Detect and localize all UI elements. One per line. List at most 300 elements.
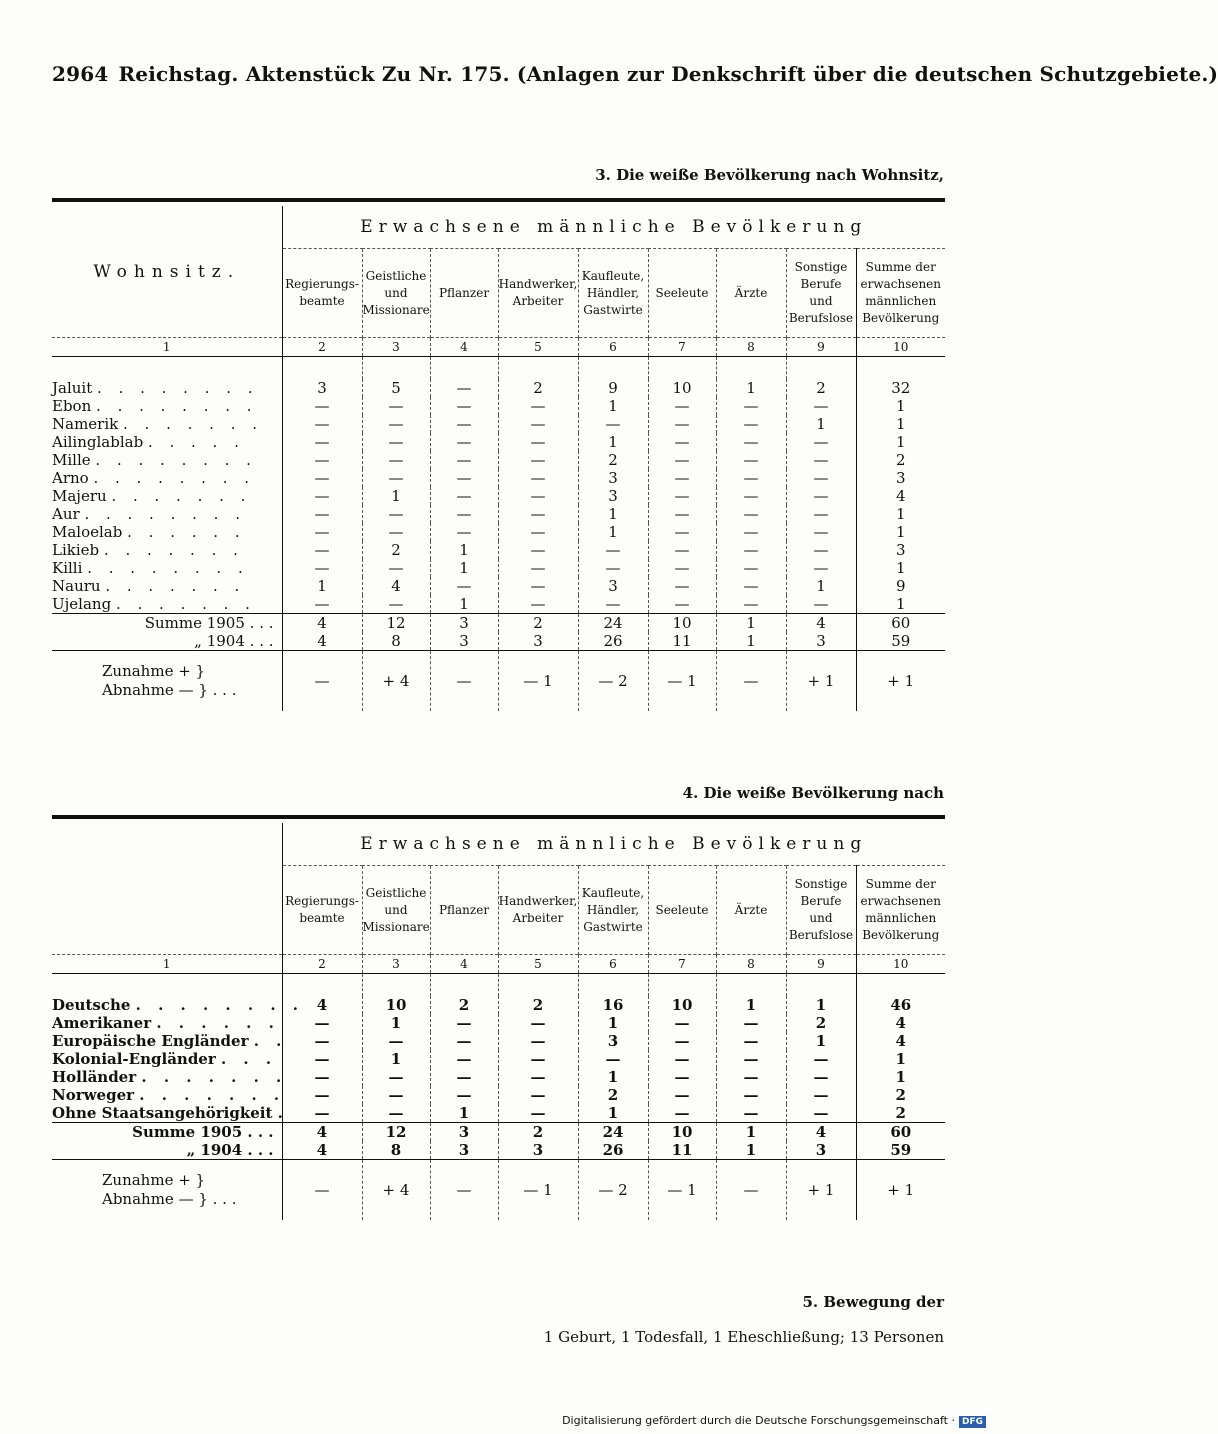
table-cell: — <box>716 469 786 487</box>
page-number: 2964 <box>52 62 109 86</box>
table-cell: — <box>716 523 786 541</box>
leader-dots: . . . . . . . . <box>95 451 257 469</box>
table-cell: 1 <box>430 559 498 577</box>
table-cell: 3 <box>578 487 648 505</box>
column-number: 10 <box>856 955 945 974</box>
table-cell: 1 <box>362 1050 430 1068</box>
table-cell: — <box>716 1032 786 1050</box>
column-number: 9 <box>786 955 856 974</box>
column-header: Sonstige Berufe und Berufslose <box>786 249 856 338</box>
table-cell: 2 <box>578 451 648 469</box>
table-cell: — <box>362 433 430 451</box>
column-header: Pflanzer <box>430 866 498 955</box>
column-header: Seeleute <box>648 866 716 955</box>
table-cell: 1 <box>856 559 945 577</box>
table-cell: — <box>648 451 716 469</box>
table-cell: — <box>578 1050 648 1068</box>
leader-dots: . . . . . . . . <box>135 996 304 1014</box>
table-cell: — <box>716 1104 786 1123</box>
column-numbers <box>52 955 945 974</box>
sum-cell: 2 <box>498 614 578 633</box>
sum-cell: 12 <box>362 614 430 633</box>
column-number: 10 <box>856 338 945 357</box>
table-cell: 1 <box>856 415 945 433</box>
change-cell: — 1 <box>648 651 716 712</box>
column-numbers <box>52 338 945 357</box>
column-number: 3 <box>362 338 430 357</box>
change-cell: — 2 <box>578 1160 648 1221</box>
sum-row <box>52 1123 945 1142</box>
table-cell: — <box>578 541 648 559</box>
column-number: 2 <box>282 955 362 974</box>
decrease-label: Abnahme — } . . . <box>102 1190 237 1208</box>
column-number: 1 <box>52 955 282 974</box>
table-cell: — <box>498 1104 578 1123</box>
table-row <box>52 1086 945 1104</box>
sum-cell: 1 <box>716 614 786 633</box>
table-cell: — <box>648 487 716 505</box>
table-cell: 9 <box>578 379 648 397</box>
leader-dots: . . <box>253 1032 288 1050</box>
leader-dots: . . . . . . . <box>115 595 256 613</box>
sum-cell: 4 <box>786 1123 856 1142</box>
table-cell: — <box>282 595 362 614</box>
table-cell: — <box>786 559 856 577</box>
table-cell: — <box>282 469 362 487</box>
section-3-title: 3. Die weiße Bevölkerung nach Wohnsitz, <box>595 166 944 184</box>
leader-dots: . . . . . . . <box>103 541 244 559</box>
table-cell: 1 <box>856 505 945 523</box>
table-cell: 2 <box>856 1104 945 1123</box>
table-row <box>52 1014 945 1032</box>
table-cell: — <box>716 433 786 451</box>
table-cell: — <box>648 1086 716 1104</box>
row-name: Maloelab <box>52 523 123 541</box>
sum-label: „ 1904 . . . <box>194 632 274 650</box>
row-name: Deutsche <box>52 996 131 1014</box>
sum-cell: 1 <box>716 632 786 651</box>
change-cell: — <box>716 1160 786 1221</box>
leader-dots: . . . . . . . <box>111 487 252 505</box>
table-cell: 2 <box>786 379 856 397</box>
table-cell: — <box>498 523 578 541</box>
column-number: 3 <box>362 955 430 974</box>
table-cell: — <box>498 595 578 614</box>
column-header: Ärzte <box>716 249 786 338</box>
table-cell: — <box>648 1014 716 1032</box>
table-cell: — <box>498 433 578 451</box>
change-cell: + 1 <box>786 1160 856 1221</box>
footer <box>562 1414 986 1428</box>
table-cell: 1 <box>578 433 648 451</box>
table-cell: 10 <box>362 996 430 1014</box>
table-cell: — <box>362 1104 430 1123</box>
table-cell: — <box>648 595 716 614</box>
sum-cell: 11 <box>648 1141 716 1160</box>
table-cell: — <box>282 451 362 469</box>
row-label <box>52 577 282 595</box>
table-row <box>52 505 945 523</box>
table-cell: — <box>648 541 716 559</box>
table-cell: — <box>786 505 856 523</box>
sum-cell: 3 <box>498 632 578 651</box>
row-label <box>52 469 282 487</box>
sum-cell: 3 <box>430 1123 498 1142</box>
section-4-title: 4. Die weiße Bevölkerung nach <box>682 784 944 802</box>
column-number: 7 <box>648 338 716 357</box>
table-cell: — <box>648 415 716 433</box>
table-cell: — <box>498 469 578 487</box>
table-residence <box>52 198 945 711</box>
table-cell: 4 <box>856 1032 945 1050</box>
table-cell: — <box>430 1050 498 1068</box>
change-cell: + 1 <box>786 651 856 712</box>
column-header: Kaufleute, Händler, Gastwirte <box>578 866 648 955</box>
table-cell: 1 <box>786 415 856 433</box>
table-cell: — <box>498 1032 578 1050</box>
table-row <box>52 397 945 415</box>
change-cell: — <box>430 1160 498 1221</box>
table-cell: — <box>430 523 498 541</box>
row-label <box>52 415 282 433</box>
leader-dots: . . . . . . . . <box>93 469 256 487</box>
sum-cell: 1 <box>716 1123 786 1142</box>
table-cell: — <box>716 559 786 577</box>
leader-dots: . . . . . . . <box>139 1086 286 1104</box>
table-cell: — <box>498 451 578 469</box>
change-row <box>52 1160 945 1221</box>
sum-cell: 3 <box>430 1141 498 1160</box>
table-cell: 1 <box>578 1014 648 1032</box>
table-row <box>52 415 945 433</box>
table-cell: — <box>430 397 498 415</box>
column-number: 2 <box>282 338 362 357</box>
table-cell: 1 <box>856 1068 945 1086</box>
table-cell: — <box>716 1068 786 1086</box>
sum-cell: 60 <box>856 614 945 633</box>
table-cell: — <box>282 1104 362 1123</box>
table-cell: 3 <box>856 469 945 487</box>
table-cell: — <box>430 379 498 397</box>
column-header: Geistliche und Missionare <box>362 249 430 338</box>
table-cell: — <box>716 505 786 523</box>
column-number: 7 <box>648 955 716 974</box>
table-cell: 16 <box>578 996 648 1014</box>
table-cell: — <box>282 1068 362 1086</box>
column-header: Handwerker, Arbeiter <box>498 249 578 338</box>
column-number: 6 <box>578 955 648 974</box>
table-cell: 1 <box>856 433 945 451</box>
footer-text: Digitalisierung gefördert durch die Deutsche Forschungsgemeinschaft · <box>562 1414 955 1427</box>
table-cell: — <box>498 1014 578 1032</box>
row-name: Majeru <box>52 487 107 505</box>
row-name: Aur <box>52 505 80 523</box>
table-cell: — <box>282 1086 362 1104</box>
table-nationality <box>52 815 945 1220</box>
sum-cell: 8 <box>362 1141 430 1160</box>
table-cell: — <box>282 541 362 559</box>
sum-cell: 4 <box>282 1141 362 1160</box>
table-row <box>52 1032 945 1050</box>
table-cell: — <box>498 1050 578 1068</box>
sum-cell: 1 <box>716 1141 786 1160</box>
row-name: Kolonial-Engländer <box>52 1050 216 1068</box>
table-cell: 3 <box>856 541 945 559</box>
sum-cell: 8 <box>362 632 430 651</box>
row-label <box>52 541 282 559</box>
leader-dots: . . . . . . . . <box>97 379 259 397</box>
table-cell: — <box>362 415 430 433</box>
column-number: 5 <box>498 955 578 974</box>
change-cell: — 2 <box>578 651 648 712</box>
column-header: Regierungs- beamte <box>282 866 362 955</box>
column-header: Pflanzer <box>430 249 498 338</box>
table-cell: — <box>648 1050 716 1068</box>
table-cell: 9 <box>856 577 945 595</box>
table-cell: 1 <box>786 577 856 595</box>
table-cell: 2 <box>856 451 945 469</box>
column-header: Summe der erwachsenen männlichen Bevölkerung <box>856 249 945 338</box>
leader-dots: . . . . . . . . <box>84 505 246 523</box>
table-cell: — <box>362 505 430 523</box>
table-cell: — <box>362 397 430 415</box>
table-cell: 3 <box>282 379 362 397</box>
row-name: Mille <box>52 451 91 469</box>
table-cell: 10 <box>648 996 716 1014</box>
sum-cell: 10 <box>648 1123 716 1142</box>
table-cell: 1 <box>786 996 856 1014</box>
table-cell: 2 <box>498 996 578 1014</box>
sum-cell: 4 <box>282 632 362 651</box>
change-cell: — <box>282 1160 362 1221</box>
table-cell: 1 <box>578 505 648 523</box>
row-name: Likieb <box>52 541 100 559</box>
sum-cell: 4 <box>282 614 362 633</box>
row-label <box>52 1014 282 1032</box>
table-cell: — <box>362 1032 430 1050</box>
column-header: Kaufleute, Händler, Gastwirte <box>578 249 648 338</box>
leader-dots: . <box>277 1104 289 1122</box>
sum-cell: 11 <box>648 632 716 651</box>
table-cell: — <box>430 1032 498 1050</box>
group-header: Erwachsene männliche Bevölkerung <box>282 206 945 249</box>
table-cell: 4 <box>282 996 362 1014</box>
leader-dots: . . . . . . <box>156 1014 280 1032</box>
table-cell: — <box>430 1068 498 1086</box>
table-cell: — <box>498 487 578 505</box>
table-cell: 2 <box>578 1086 648 1104</box>
row-name: Europäische Engländer <box>52 1032 249 1050</box>
table-cell: 1 <box>856 595 945 614</box>
table-row <box>52 1050 945 1068</box>
table-row <box>52 1068 945 1086</box>
table-cell: — <box>716 1050 786 1068</box>
table-cell: — <box>648 1032 716 1050</box>
table-cell: — <box>716 1014 786 1032</box>
table-cell: — <box>648 433 716 451</box>
sum-cell: 26 <box>578 632 648 651</box>
decrease-label: Abnahme — } . . . <box>102 681 237 699</box>
column-number: 4 <box>430 338 498 357</box>
row-label <box>52 595 282 614</box>
row-label <box>52 1086 286 1104</box>
table-cell: — <box>786 469 856 487</box>
column-number: 6 <box>578 338 648 357</box>
change-label <box>52 1160 282 1221</box>
change-cell: — 1 <box>498 651 578 712</box>
leader-dots: . . . . . <box>147 433 245 451</box>
dfg-logo: DFG <box>959 1416 986 1428</box>
change-cell: — <box>282 651 362 712</box>
table-cell: — <box>648 577 716 595</box>
increase-label: Zunahme + } <box>102 1171 206 1189</box>
table-cell: — <box>430 469 498 487</box>
column-number: 8 <box>716 338 786 357</box>
sum-cell: 60 <box>856 1123 945 1142</box>
change-cell: — <box>716 651 786 712</box>
sum-cell: 3 <box>786 1141 856 1160</box>
table-cell: — <box>362 451 430 469</box>
table-cell: — <box>498 577 578 595</box>
table-cell: 1 <box>716 996 786 1014</box>
sum-cell: 59 <box>856 1141 945 1160</box>
table-row <box>52 433 945 451</box>
table-cell: — <box>282 1032 362 1050</box>
table-cell: — <box>648 505 716 523</box>
sum-cell: 12 <box>362 1123 430 1142</box>
row-label <box>52 1104 289 1123</box>
table-cell: 3 <box>578 577 648 595</box>
group-header: Erwachsene männliche Bevölkerung <box>282 823 945 866</box>
table-cell: — <box>716 451 786 469</box>
leader-dots: . . . . . . . <box>123 415 264 433</box>
table-cell: — <box>498 559 578 577</box>
row-name: Namerik <box>52 415 119 433</box>
section-5-text: 1 Geburt, 1 Todesfall, 1 Eheschließung; 13 Personen <box>543 1328 944 1346</box>
leader-dots: . . . . . . . . <box>96 397 258 415</box>
table-cell: — <box>362 559 430 577</box>
sum-cell: 3 <box>498 1141 578 1160</box>
column-number: 4 <box>430 955 498 974</box>
column-header: Summe der erwachsenen männlichen Bevölkerung <box>856 866 945 955</box>
table-cell: 2 <box>856 1086 945 1104</box>
table-row <box>52 379 945 397</box>
table-cell: 2 <box>362 541 430 559</box>
sum-cell: 3 <box>430 614 498 633</box>
sum-row <box>52 614 945 633</box>
table-cell: — <box>648 469 716 487</box>
table-cell: — <box>786 595 856 614</box>
change-cell: — <box>430 651 498 712</box>
change-label <box>52 651 282 712</box>
table-cell: — <box>362 595 430 614</box>
leader-dots: . . . . . . . . <box>87 559 249 577</box>
table-cell: — <box>430 415 498 433</box>
table-cell: 10 <box>648 379 716 397</box>
table-cell: 1 <box>282 577 362 595</box>
table-row <box>52 577 945 595</box>
table-cell: — <box>282 1050 362 1068</box>
sum-cell: 4 <box>786 614 856 633</box>
stub-label: Wohnsitz. <box>93 261 241 282</box>
table-cell: 1 <box>362 1014 430 1032</box>
table-cell: 3 <box>578 469 648 487</box>
row-label <box>52 559 282 577</box>
table-cell: 1 <box>362 487 430 505</box>
header-text: Reichstag. Aktenstück Zu Nr. 175. (Anlagen zur Denkschrift über die deutschen Schutzgebiete.) <box>118 62 1218 86</box>
change-row <box>52 651 945 712</box>
table-row <box>52 595 945 614</box>
table-cell: 5 <box>362 379 430 397</box>
sum-label: „ 1904 . . . <box>186 1141 274 1159</box>
table-cell: — <box>430 433 498 451</box>
row-label <box>52 1032 288 1050</box>
table-cell: — <box>498 505 578 523</box>
sum-cell: 26 <box>578 1141 648 1160</box>
row-name: Arno <box>52 469 89 487</box>
table-cell: — <box>648 559 716 577</box>
table-cell: — <box>362 1086 430 1104</box>
table-cell: — <box>648 397 716 415</box>
row-name: Holländer <box>52 1068 137 1086</box>
sum-row <box>52 1141 945 1160</box>
table-cell: — <box>578 415 648 433</box>
table-cell: — <box>786 1104 856 1123</box>
table-cell: 1 <box>578 1104 648 1123</box>
column-header: Handwerker, Arbeiter <box>498 866 578 955</box>
table-cell: — <box>786 487 856 505</box>
row-name: Ebon <box>52 397 92 415</box>
column-number: 8 <box>716 955 786 974</box>
table-cell: — <box>716 577 786 595</box>
table-cell: — <box>282 1014 362 1032</box>
sum-cell: 10 <box>648 614 716 633</box>
table-cell: — <box>362 523 430 541</box>
row-name: Jaluit <box>52 379 93 397</box>
table-cell: — <box>716 541 786 559</box>
sum-cell: 24 <box>578 614 648 633</box>
change-cell: — 1 <box>498 1160 578 1221</box>
row-label <box>52 397 282 415</box>
table-cell: — <box>716 1086 786 1104</box>
row-name: Amerikaner <box>52 1014 152 1032</box>
table-cell: — <box>716 595 786 614</box>
row-label <box>52 996 304 1014</box>
table-row <box>52 469 945 487</box>
table-cell: — <box>786 1050 856 1068</box>
table-cell: — <box>578 559 648 577</box>
page-header <box>52 62 1218 86</box>
sum-row <box>52 632 945 651</box>
table-cell: — <box>578 595 648 614</box>
table-cell: 2 <box>786 1014 856 1032</box>
table-cell: — <box>786 1068 856 1086</box>
row-label <box>52 451 282 469</box>
row-name: Killi <box>52 559 83 577</box>
table-cell: — <box>498 415 578 433</box>
column-header: Regierungs- beamte <box>282 249 362 338</box>
table-cell: 1 <box>786 1032 856 1050</box>
table-cell: — <box>648 1104 716 1123</box>
table-cell: — <box>498 1086 578 1104</box>
leader-dots: . . . . . . . <box>105 577 246 595</box>
table-cell: 1 <box>856 1050 945 1068</box>
row-label <box>52 433 282 451</box>
row-label <box>52 379 282 397</box>
sum-cell: 24 <box>578 1123 648 1142</box>
table-cell: — <box>786 397 856 415</box>
row-name: Ohne Staatsangehörigkeit <box>52 1104 273 1122</box>
